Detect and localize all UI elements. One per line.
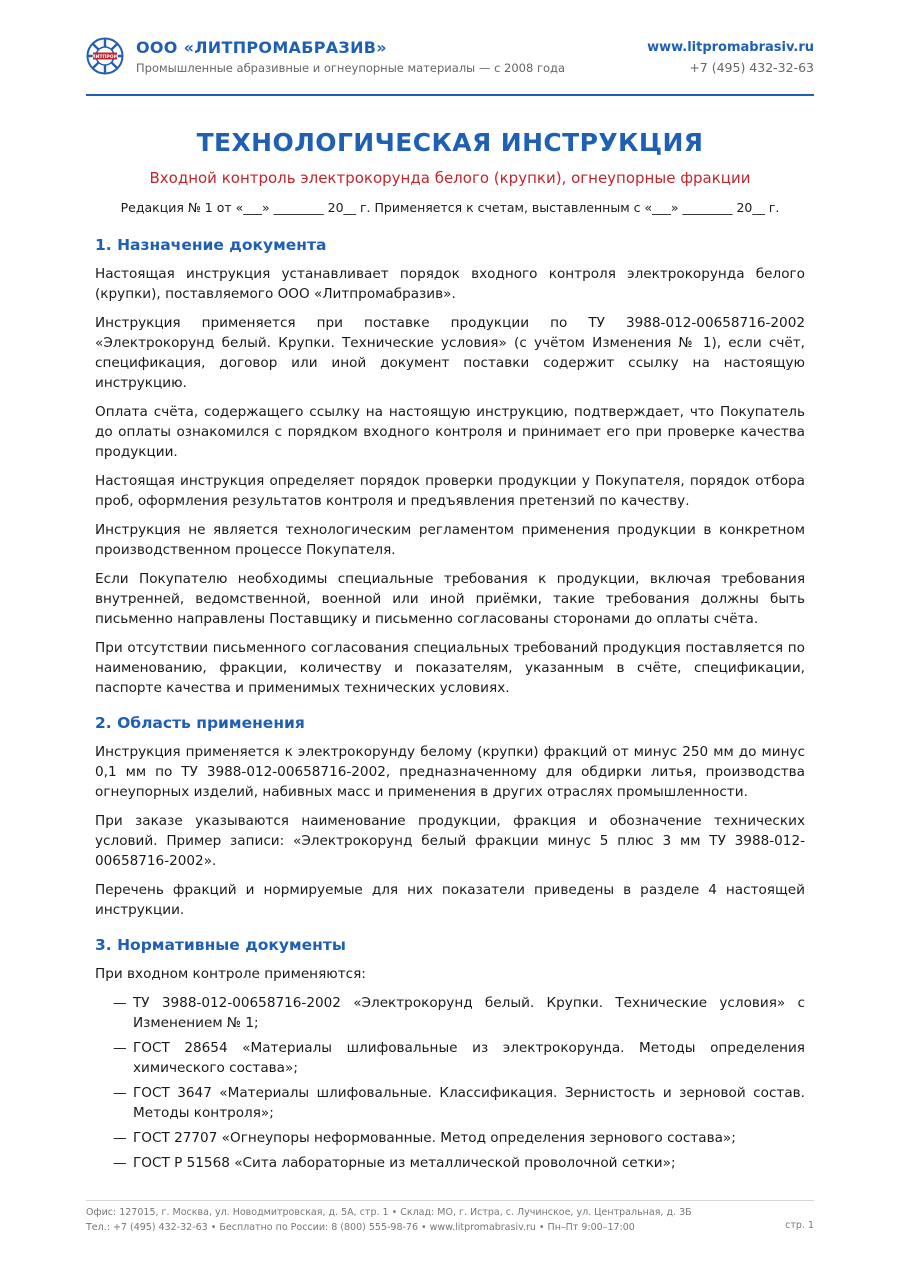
section-heading: 2. Область применения	[95, 714, 305, 732]
paragraph: При отсутствии письменного согласования специальных требований продукция поставляется по наименованию, фракции, количеству и показателям, указанным в счёте, спецификации, паспорте качества и применимых технических условиях.	[95, 640, 805, 696]
list-intro: При входном контроле применяются:	[95, 966, 366, 982]
paragraph: Оплата счёта, содержащего ссылку на настоящую инструкцию, подтверждает, что Покупатель до оплаты ознакомился с порядком входного контроля и принимает его при проверке качества продукции.	[95, 404, 805, 460]
normative-list	[95, 993, 805, 1173]
document-body	[95, 234, 805, 1187]
section-scope	[95, 712, 805, 920]
page-number: стр. 1	[785, 1220, 814, 1231]
document-title: ТЕХНОЛОГИЧЕСКАЯ ИНСТРУКЦИЯ	[196, 128, 704, 157]
list-item-text: ГОСТ 27707 «Огнеупоры неформованные. Метод определения зернового состава»;	[133, 1130, 736, 1146]
list-item	[95, 993, 805, 1033]
paragraph: Если Покупателю необходимы специальные требования к продукции, включая требования внутренней, ведомственной, военной или иной приёмки, такие требования должны быть письменно направлены Поставщику и письменно согласованы сторонами до оплаты счёта.	[95, 571, 805, 627]
company-logo-icon	[86, 37, 124, 75]
list-item-text: ГОСТ 28654 «Материалы шлифовальные из электрокорунда. Методы определения химического состава»;	[133, 1040, 805, 1076]
dash-bullet: —	[113, 995, 127, 1011]
website-link[interactable]: www.litpromabrasiv.ru	[647, 40, 814, 55]
paragraph: Инструкция применяется к электрокорунду белому (крупки) фракций от минус 250 мм до минус 0,1 мм по ТУ 3988-012-00658716-2002, предназначенному для обдирки литья, производства огнеупорных изделий, набивных масс и применения в других отраслях промышленности.	[95, 744, 805, 800]
paragraph: Настоящая инструкция устанавливает порядок входного контроля электрокорунда белого (крупки), поставляемого ООО «Литпромабразив».	[95, 266, 805, 302]
paragraph: Инструкция не является технологическим регламентом применения продукции в конкретном производственном процессе Покупателя.	[95, 522, 805, 558]
section-normative-documents	[95, 934, 805, 1173]
paragraph: Инструкция применяется при поставке продукции по ТУ 3988-012-00658716-2002 «Электрокорунд белый. Крупки. Технические условия» (с учётом Изменения № 1), если счёт, спецификация, договор или иной документ поставки содержит ссылку на настоящую инструкцию.	[95, 315, 805, 391]
list-item	[95, 1128, 805, 1148]
section-purpose	[95, 234, 805, 698]
list-item	[95, 1083, 805, 1123]
document-edition: Редакция № 1 от «___» ________ 20__ г. Применяется к счетам, выставленным с «___» ________ 20__ г.	[120, 200, 780, 215]
dash-bullet: —	[113, 1085, 127, 1101]
dash-bullet: —	[113, 1040, 127, 1056]
paragraph: При заказе указываются наименование продукции, фракция и обозначение технических условий. Пример записи: «Электрокорунд белый фракции минус 5 плюс 3 мм ТУ 3988-012-00658716-2002».	[95, 813, 805, 869]
letterhead	[86, 36, 814, 96]
section-heading: 1. Назначение документа	[95, 236, 327, 254]
svg-text:ЛИТПРОМ: ЛИТПРОМ	[91, 55, 119, 60]
footer-contacts: Тел.: +7 (495) 432-32-63 • Бесплатно по России: 8 (800) 555-98-76 • www.litpromabrasiv.ru • Пн–Пт 9:00–17:00	[86, 1222, 635, 1233]
header-phone: +7 (495) 432-32-63	[689, 60, 814, 75]
list-item	[95, 1038, 805, 1078]
section-heading: 3. Нормативные документы	[95, 936, 346, 954]
footer-addresses: Офис: 127015, г. Москва, ул. Новодмитровская, д. 5А, стр. 1 • Склад: МО, г. Истра, с. Лучинское, ул. Центральная, д. 3Б	[86, 1207, 692, 1218]
paragraph: Перечень фракций и нормируемые для них показатели приведены в разделе 4 настоящей инструкции.	[95, 882, 805, 918]
company-name: ООО «ЛИТПРОМАБРАЗИВ»	[136, 38, 387, 57]
list-item-text: ТУ 3988-012-00658716-2002 «Электрокорунд белый. Крупки. Технические условия» с Изменением № 1;	[133, 995, 805, 1031]
paragraph: Настоящая инструкция определяет порядок проверки продукции у Покупателя, порядок отбора проб, оформления результатов контроля и предъявления претензий по качеству.	[95, 473, 805, 509]
document-subtitle: Входной контроль электрокорунда белого (крупки), огнеупорные фракции	[149, 169, 751, 187]
company-tagline: Промышленные абразивные и огнеупорные материалы — с 2008 года	[136, 61, 566, 75]
dash-bullet: —	[113, 1155, 127, 1171]
page-footer	[86, 1200, 814, 1235]
list-item	[95, 1153, 805, 1173]
list-item-text: ГОСТ Р 51568 «Сита лабораторные из металлической проволочной сетки»;	[133, 1155, 676, 1171]
list-item-text: ГОСТ 3647 «Материалы шлифовальные. Классификация. Зернистость и зерновой состав. Методы контроля»;	[133, 1085, 805, 1121]
dash-bullet: —	[113, 1130, 127, 1146]
